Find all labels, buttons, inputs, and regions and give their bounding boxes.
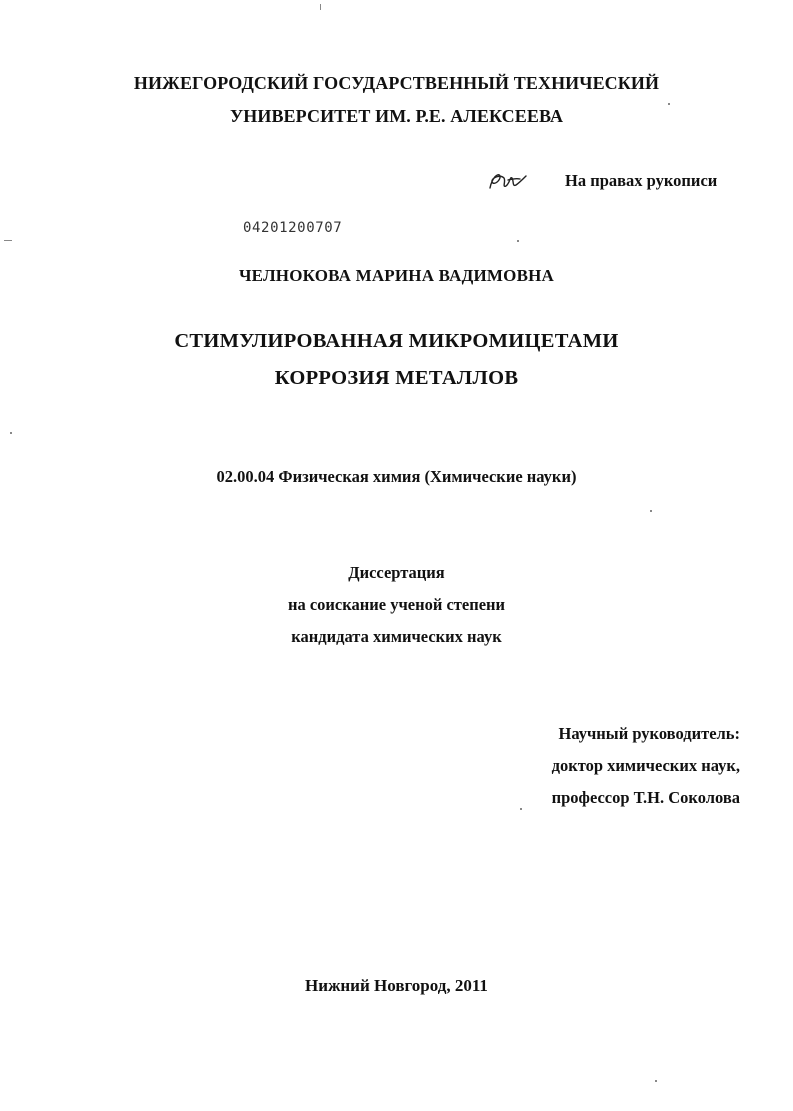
university-name-line1: НИЖЕГОРОДСКИЙ ГОСУДАРСТВЕННЫЙ ТЕХНИЧЕСКИЙ — [133, 73, 660, 93]
scan-speck — [650, 510, 652, 512]
scan-speck — [668, 103, 670, 105]
document-code: 04201200707 — [243, 220, 343, 236]
degree-name: кандидата химических наук — [291, 627, 502, 646]
author-name: ЧЕЛНОКОВА МАРИНА ВАДИМОВНА — [238, 266, 555, 285]
scan-speck — [320, 4, 321, 10]
supervisor-name: профессор Т.Н. Соколова — [551, 788, 740, 807]
university-name-line2: УНИВЕРСИТЕТ ИМ. Р.Е. АЛЕКСЕЕВА — [229, 106, 564, 126]
handwritten-signature-icon — [486, 168, 532, 194]
specialty-code: 02.00.04 Физическая химия (Химические науки) — [216, 467, 577, 486]
supervisor-heading: Научный руководитель: — [558, 724, 740, 743]
dissertation-type: Диссертация — [348, 563, 445, 582]
scan-speck — [520, 808, 522, 810]
supervisor-degree: доктор химических наук, — [551, 756, 740, 775]
dissertation-title-line2: КОРРОЗИЯ МЕТАЛЛОВ — [274, 367, 519, 389]
dissertation-title-line1: СТИМУЛИРОВАННАЯ МИКРОМИЦЕТАМИ — [174, 330, 619, 352]
scan-speck — [517, 240, 519, 242]
degree-purpose: на соискание ученой степени — [287, 595, 506, 614]
city-year: Нижний Новгород, 2011 — [305, 976, 488, 995]
manuscript-rights-note: На правах рукописи — [565, 171, 718, 190]
scan-speck — [10, 432, 12, 434]
scan-speck — [4, 240, 12, 241]
scan-speck — [655, 1080, 657, 1082]
